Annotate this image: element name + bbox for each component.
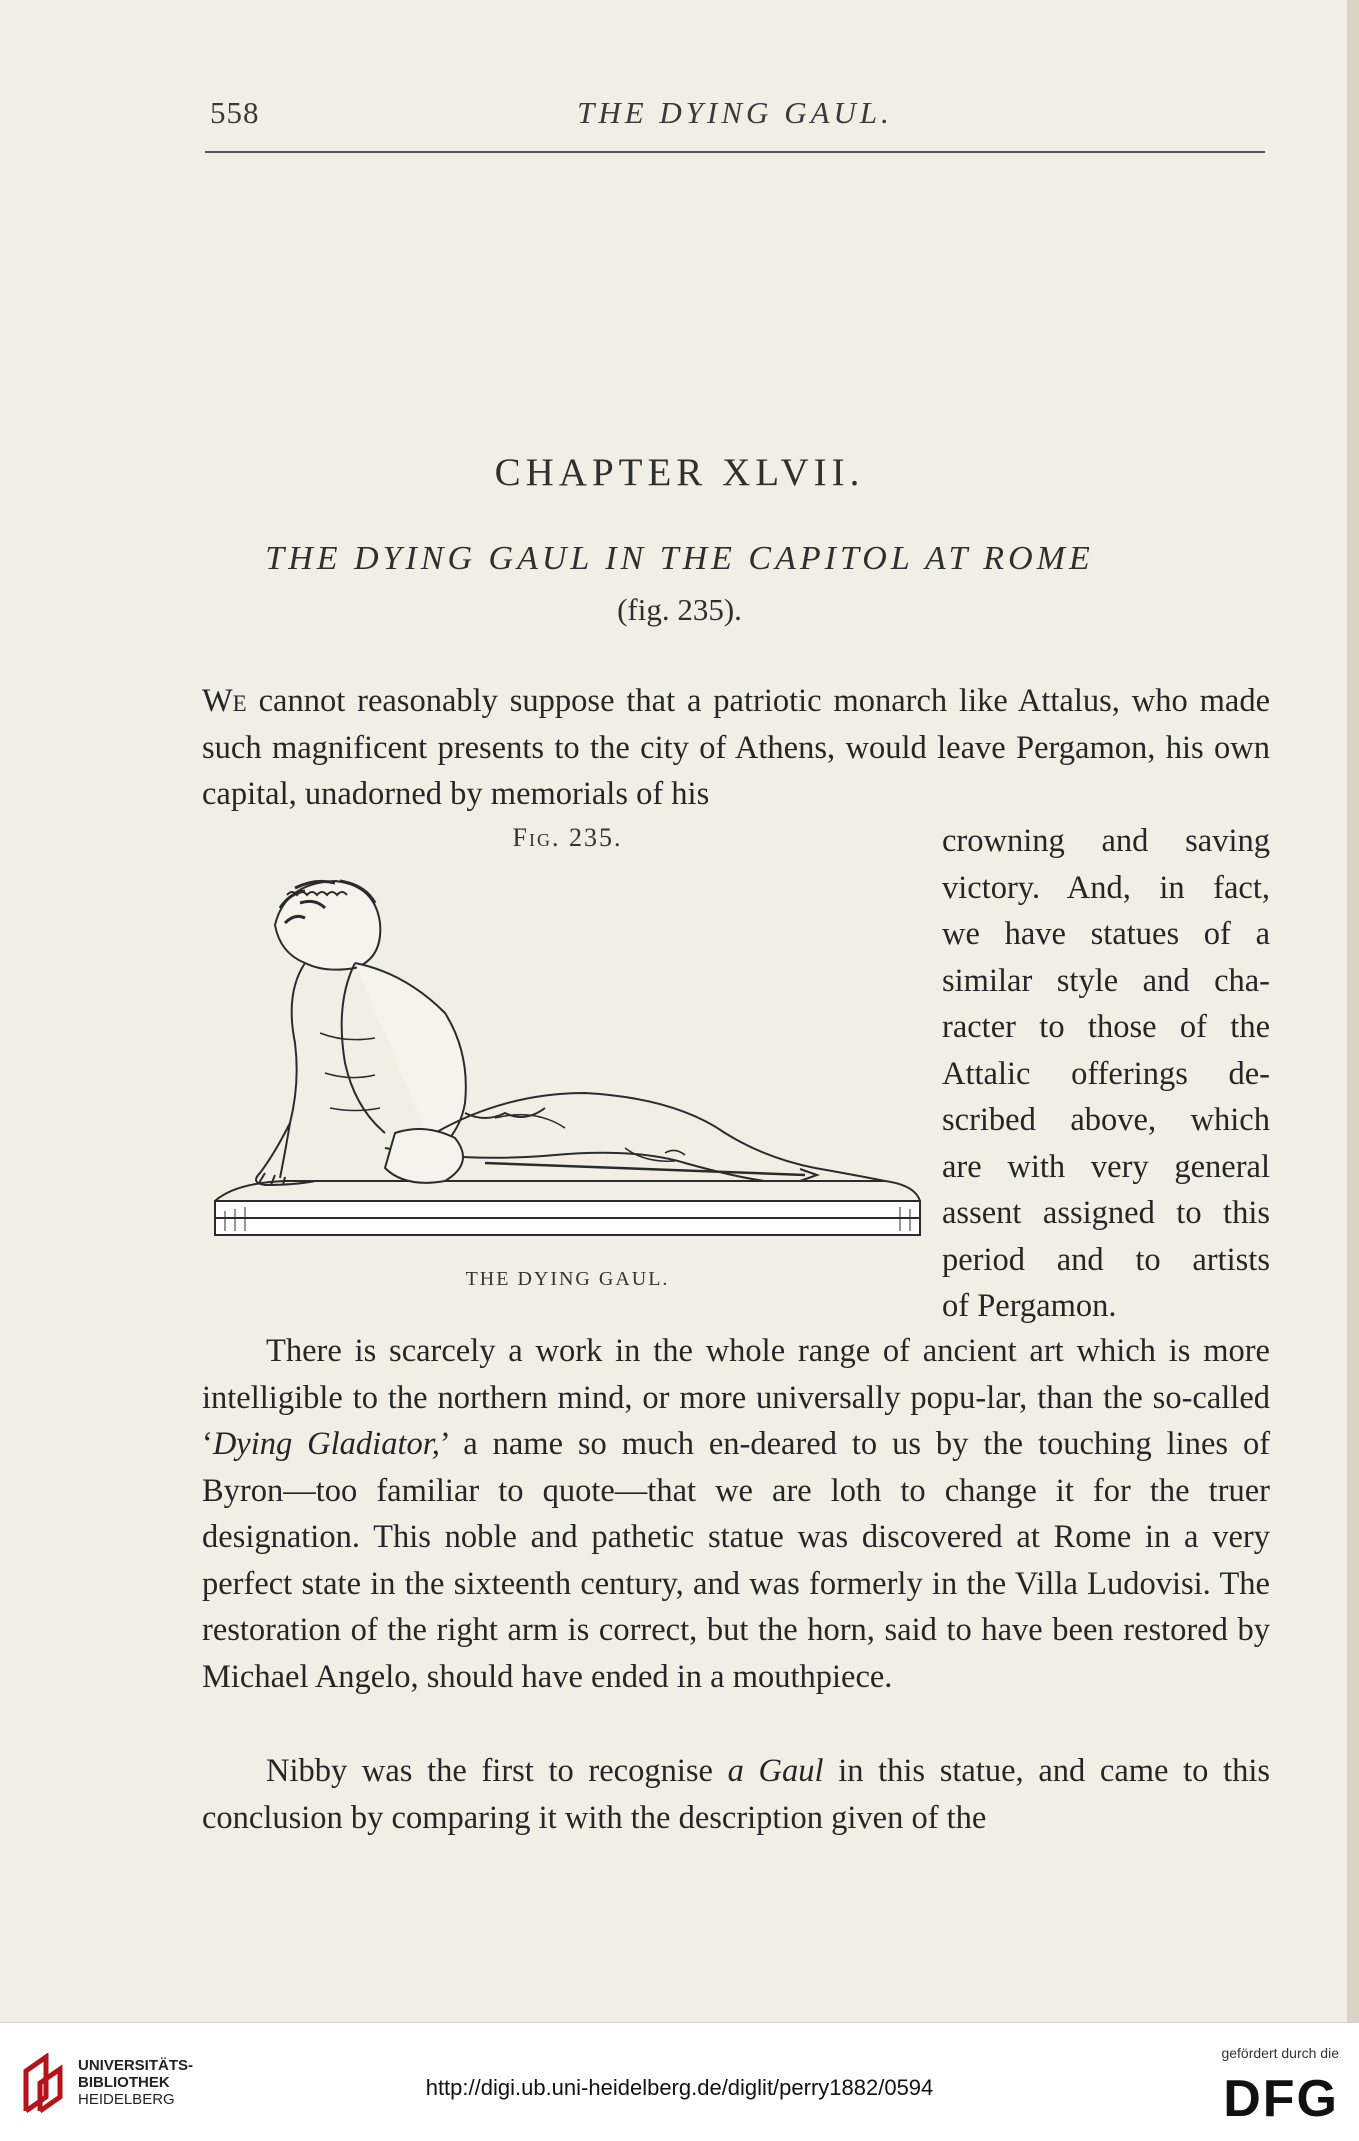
paragraph-1-line-3: leave Pergamon, his own capital, unadorned by memorials of his (202, 729, 1270, 812)
italic-a-gaul: a Gaul (727, 1753, 824, 1789)
sponsor-text: gefördert durch die (1221, 2045, 1339, 2061)
figure-caption: THE DYING GAUL. (465, 1268, 670, 1290)
dfg-logo[interactable]: DFG (1223, 2070, 1339, 2128)
paragraph-1-line-1: We cannot reasonably suppose that a patriotic monarch like Attalus, (202, 683, 1120, 719)
page-number: 558 (210, 95, 260, 130)
library-name: UNIVERSITÄTS- BIBLIOTHEK HEIDELBERG (78, 2057, 194, 2108)
header-rule (205, 151, 1265, 153)
wrap-line: Attalic offerings de- (942, 1055, 1270, 1092)
chapter-figure-ref: (fig. 235). (617, 592, 742, 627)
wrap-line: assent assigned to this (942, 1195, 1270, 1231)
italic-dying-gladiator: Dying Gladiator, (212, 1426, 440, 1462)
chapter-number: CHAPTER XLVII. (494, 451, 865, 494)
paragraph-1-line-2: who made such magnificent presents to the city of Athens, would (202, 683, 1270, 766)
page-header (200, 95, 1270, 135)
wrap-line: crowning and saving (942, 823, 1270, 859)
dying-gaul-illustration (205, 863, 930, 1263)
paragraph-1-wrapped-column (942, 818, 1270, 1330)
wrap-line: we have statues of a (942, 916, 1270, 952)
paragraph-2: There is scarcely a work in the whole range of ancient art which is more intelligible to the northern mind, or more universally popu-lar, than the so-called ‘Dying Gladiator,’ a name so much en-deared to us by the touching lines of Byron—too familiar to quote—that we are loth to change it for the truer designation. This noble and pathetic statue was discovered at Rome in a very perfect state in the sixteenth century, and was formerly in the Villa Ludovisi. The restoration of the right arm is correct, but the horn, said to have been restored by Michael Angelo, should have ended in a mouthpiece. (202, 1333, 1271, 1695)
figure-235 (205, 813, 930, 1303)
paragraph-3: Nibby was the first to recognise a Gaul in this statue, and came to this conclusion by comparing it with the description given of the (202, 1753, 1271, 1836)
wrap-line: scribed above, which (942, 1102, 1270, 1138)
dropcap-word: We (202, 683, 247, 719)
page-edge (1347, 0, 1359, 2022)
wrap-line: racter to those of the (942, 1009, 1270, 1045)
viewer-footer (0, 2022, 1359, 2141)
paragraph-1 (202, 678, 1270, 818)
chapter-title: THE DYING GAUL IN THE CAPITOL AT ROME (265, 540, 1094, 577)
permalink-url[interactable]: http://digi.ub.uni-heidelberg.de/diglit/perry1882/0594 (425, 2075, 934, 2100)
wrap-line: victory. And, in fact, (942, 869, 1270, 906)
wrap-line: similar style and cha- (942, 962, 1270, 999)
running-title: THE DYING GAUL. (577, 95, 893, 130)
wrap-line: period and to artists (942, 1241, 1270, 1278)
wrap-line: of Pergamon. (942, 1288, 1117, 1324)
figure-label: Fig. 235. (512, 823, 623, 852)
wrap-line: are with very general (942, 1148, 1270, 1185)
